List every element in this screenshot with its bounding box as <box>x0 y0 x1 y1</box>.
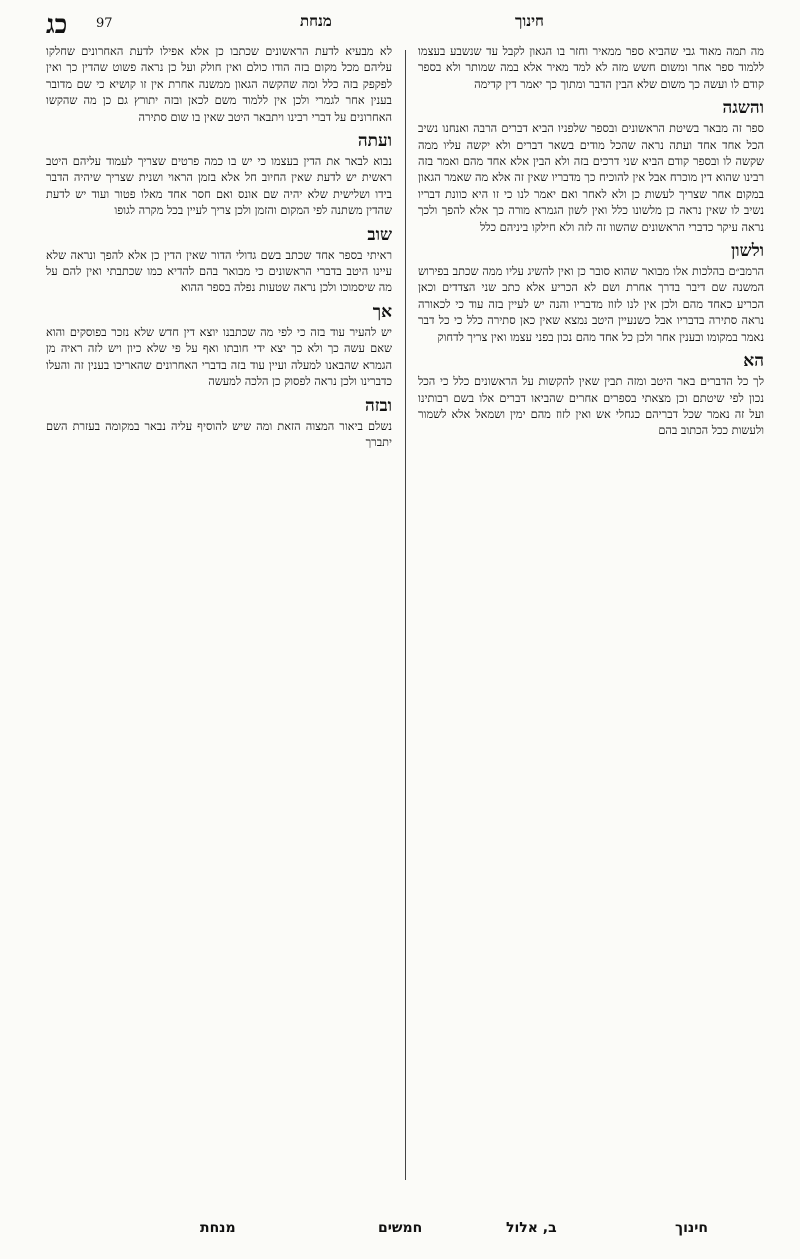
running-head-right: חינוך <box>515 12 544 30</box>
footer-label: חמשים <box>378 1220 423 1236</box>
section-heading: ולשון <box>730 241 764 262</box>
text-column-right <box>418 44 764 1194</box>
paragraph: לא מבעיא לדעת הראשונים שכתבו כן אלא אפילו לדעת האחרונים שחלקו עליהם מכל מקום בזה הודו כולם ואין חולק ועל כן נראה פשוט שהדין כך ואין לפקפק בזה כלל ומה שהקשה הגאון ממשנה אחרת אין זו קושיא כי שם מדובר בענין אחר לגמרי ולכן אין ללמוד משם לכאן ובזה יתורץ גם כן מה שהקשו האחרונים על דברי רבינו ויתבאר היטב שאין בו שום סתירה <box>46 45 392 124</box>
running-head-left: מנחת <box>300 12 332 30</box>
section-heading: הא <box>743 351 764 372</box>
section-heading: שוב <box>367 224 392 245</box>
paragraph: נבוא לבאר את הדין בעצמו כי יש בו כמה פרטים שצריך לעמוד עליהם היטב ראשית יש לדעת שאין החיוב חל אלא בזמן הראוי ושנית שצריך שיהיה הדבר בידו ושלישית שלא יהיה שם אונס ואם חסר אחד מאלו פטור ועוד יש לדעת שהדין משתנה לפי המקום והזמן ולכן צריך לעיין בכל מקרה לגופו <box>46 155 392 218</box>
page-header <box>0 0 800 44</box>
text-column-left <box>46 44 392 1194</box>
section-heading: והשגה <box>722 98 764 119</box>
footer-label: מנחת <box>200 1220 236 1236</box>
paragraph: מה תמה מאוד גבי שהביא ספר ממאיר וחזר בו הגאון לקבל עד שנשבע בעצמו ללמוד ספר אחר ומשום חשש מזה לא למד מאיר אלא במה שמותר ולא בספר קודם לו ועשה כך משום שלא הבין הדבר ומתוך כך יאמר דין קדימה <box>418 45 764 91</box>
section-heading: ובזה <box>364 395 392 416</box>
footer-label: חינוך <box>675 1220 708 1236</box>
page-number-hebrew: כג <box>46 10 68 40</box>
column-divider <box>405 50 406 1180</box>
page-footer <box>0 1210 800 1250</box>
paragraph: יש להעיר עוד בזה כי לפי מה שכתבנו יוצא דין חדש שלא נזכר בפוסקים והוא שאם עשה כך ולא כך יצא ידי חובתו ואף על פי שלא כיון ויש לזה ראיה מן הגמרא שהבאנו למעלה ועיין עוד בזה בדברי האחרונים שהאריכו בענין זה והעלו כדברינו ולכן נראה לפסוק כן הלכה למעשה <box>46 325 392 389</box>
paragraph: ראיתי בספר אחד שכתב בשם גדולי הדור שאין הדין כן אלא להפך ונראה שלא עיינו היטב בדברי הראשונים כי מבואר בהם להדיא כמו שכתבתי ואין להם על מה שיסמוכו ולכן נראה שטעות נפלה בספר ההוא <box>46 248 392 295</box>
paragraph: נשלם ביאור המצוה הזאת ומה שיש להוסיף עליה נבאר במקומה בעזרת השם יתברך <box>46 419 392 449</box>
paragraph: ספר זה מבאר בשיטת הראשונים ובספר שלפניו הביא דברים הרבה ואנחנו נשיב הכל אחד אחד ועתה נראה שהכל מודים בשאר דברים ולא יקשה עליו ממה שקשה לו ובספר קודם הביא שני דרכים בזה ולא הבין אלא אחד מהם ואמר בזה רבינו שהוא דין מוכרח אבל אין להוכיח כך מדבריו שאין זה אלא מה שאמר הגאון במקום אחר שצריך לעשות כן ולא לאחר ואם יאמר לנו כי זו היא כוונת דבריו נשיב לו שאין נראה כן מלשונו כלל ואין לשון הגמרא מורה כך אלא להפך ולכך נראה עיקר כדברי הראשונים שהשוו זה לזה ולא חילקו ביניהם כלל <box>418 122 764 234</box>
paragraph: לך כל הדברים באר היטב ומזה תבין שאין להקשות על הראשונים כלל כי הכל נכון לפי שיטתם וכן מצאתי בספרים אחרים שהביאו דברים אלו בשם רבותינו ועל זה נאמר שכל דבריהם כגחלי אש ואין לזוז מהם ימין ושמאל אלא לשמור ולעשות ככל הכתוב בהם <box>418 375 764 438</box>
footer-label: ב, אלול <box>506 1220 557 1236</box>
paragraph: הרמב״ם בהלכות אלו מבואר שהוא סובר כן ואין להשיג עליו ממה שכתב בפירוש המשנה שם דיבר בדרך אחרת ושם לא הכריע אלא כתב שני הצדדים וכאן הכריע כאחד מהם ולכן אין לנו לזוז מדבריו והנה יש לעיין בזה עוד כי לכאורה נראה סתירה בדבריו אבל כשנעיין היטב נמצא שאין כאן סתירה כלל כי כל דבר נאמר במקומו ובענין אחר ולכן כל אחד מהם נכון בפני עצמו ואין צריך לדחוק <box>418 265 764 344</box>
page-number-arabic: 97 <box>96 16 113 31</box>
section-heading: ועתה <box>357 131 392 152</box>
section-heading: אך <box>372 301 392 322</box>
